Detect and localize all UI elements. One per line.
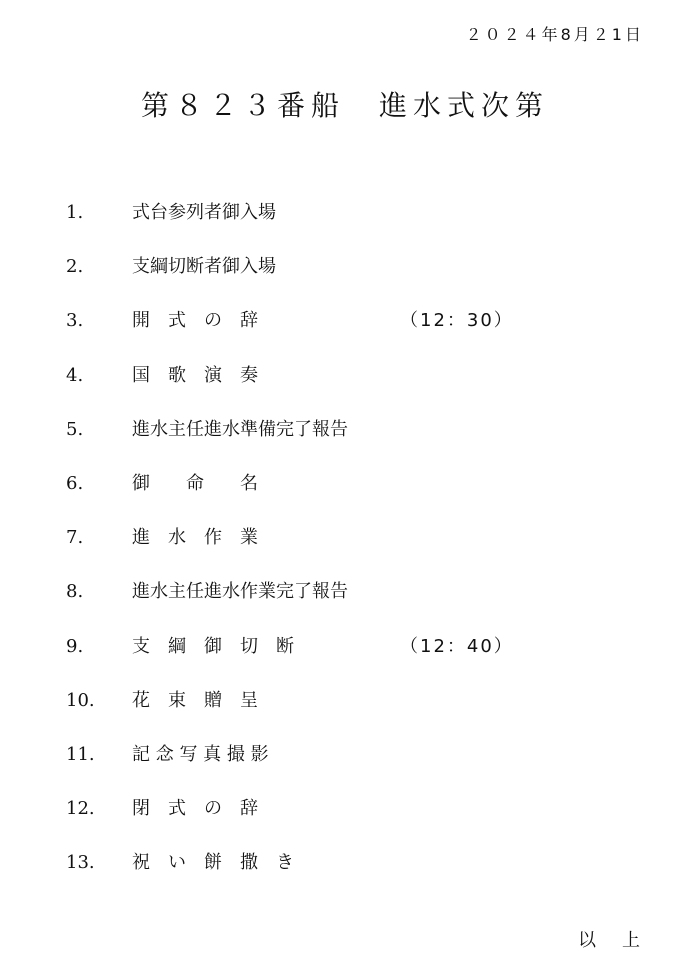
- program-item-label: 進水主任進水作業完了報告: [132, 581, 348, 603]
- program-item-label: 記 念 写 真 撮 影: [132, 743, 269, 765]
- program-item: [66, 740, 626, 794]
- closing-mark: 以 上: [578, 930, 644, 951]
- program-item-number: 7.: [66, 527, 84, 549]
- program-item-number: 4.: [66, 364, 84, 386]
- document-date: ２０２４年8月２1日: [465, 25, 644, 44]
- program-item-time: （12：40）: [400, 635, 514, 657]
- program-item: [66, 415, 626, 469]
- program-item-number: 5.: [66, 418, 84, 440]
- program-item: [66, 252, 626, 306]
- program-item-label: 国 歌 演 奏: [132, 364, 258, 386]
- program-item-number: 8.: [66, 581, 84, 603]
- program-item-label: 開 式 の 辞: [132, 310, 258, 332]
- program-item-number: 6.: [66, 472, 84, 494]
- program-item-label: 進 水 作 業: [132, 527, 258, 549]
- program-item: [66, 794, 626, 848]
- program-item: [66, 198, 626, 252]
- program-item: [66, 632, 626, 686]
- program-list: [66, 198, 626, 902]
- program-item-time: （12：30）: [400, 310, 514, 332]
- program-item-label: 御 命 名: [132, 472, 258, 494]
- program-item-number: 9.: [66, 635, 84, 657]
- program-item-label: 式台参列者御入場: [132, 202, 276, 223]
- program-item-number: 2.: [66, 256, 84, 278]
- program-item-number: 12.: [66, 798, 95, 820]
- program-item-label: 閉 式 の 辞: [132, 798, 258, 820]
- program-item-number: 11.: [66, 743, 95, 765]
- program-item-label: 支綱切断者御入場: [132, 256, 276, 278]
- program-item: [66, 848, 626, 902]
- program-item: [66, 469, 626, 523]
- program-item-label: 花 束 贈 呈: [132, 689, 258, 711]
- program-item: [66, 361, 626, 415]
- program-item-label: 支 綱 御 切 断: [132, 635, 294, 657]
- program-item-label: 祝 い 餅 撒 き: [132, 852, 294, 874]
- program-item-number: 13.: [66, 852, 95, 874]
- program-item: [66, 577, 626, 631]
- program-item: [66, 306, 626, 360]
- program-item-number: 10.: [66, 689, 95, 711]
- document-title: 第８２３番船 進水式次第: [140, 89, 549, 122]
- program-item-label: 進水主任進水準備完了報告: [132, 418, 348, 440]
- program-item: [66, 686, 626, 740]
- program-item-number: 3.: [66, 310, 84, 332]
- program-item-number: 1.: [66, 202, 84, 223]
- program-item: [66, 523, 626, 577]
